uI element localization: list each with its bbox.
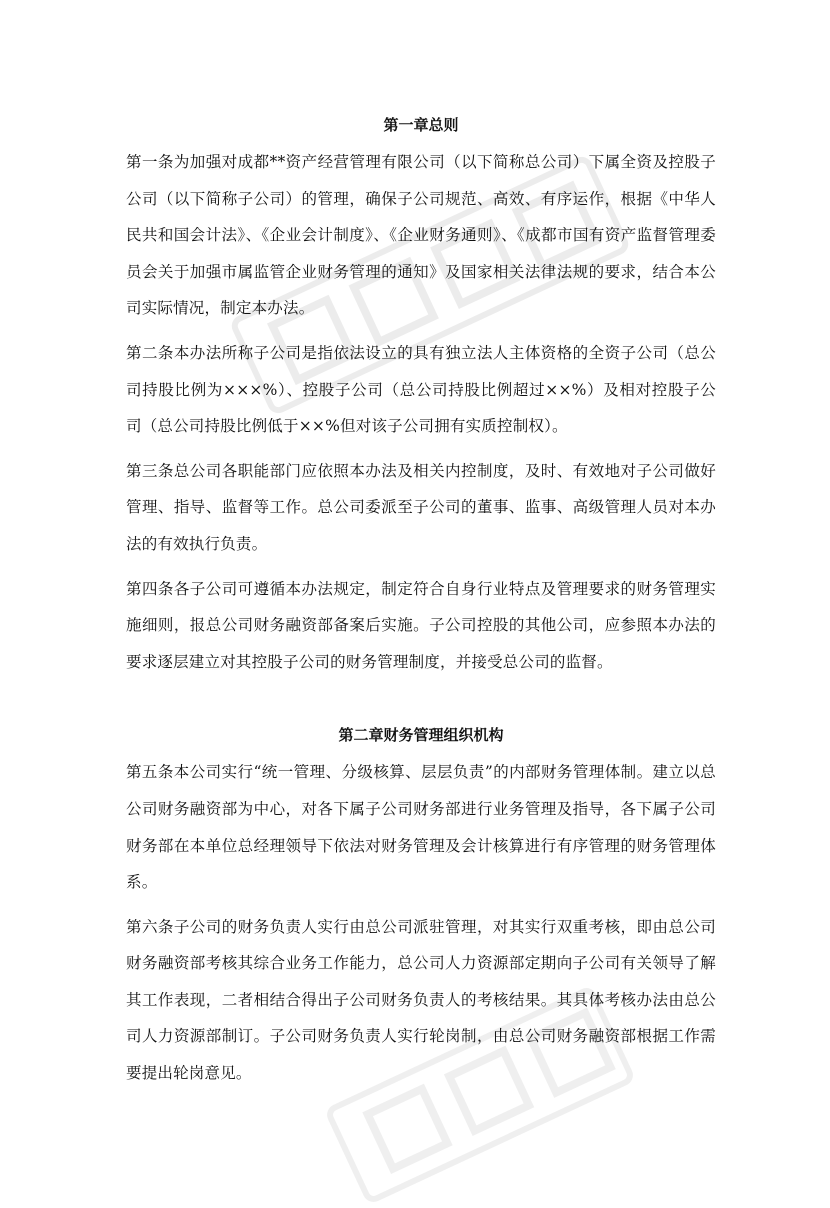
chapter-title: 第二章财务管理组织机构	[338, 726, 504, 745]
chapter-spacer	[126, 680, 716, 722]
article-5: 第五条本公司实行“统一管理、分级核算、层层负责”的内部财务管理体制。建立以总公司财务融资部为中心，对各下属子公司财务部进行业务管理及指导，各下属子公司财务部在本单位总经理领导下依法对财务管理及会计核算进行有序管理的财务管理体系。	[126, 763, 716, 892]
article-3: 第三条总公司各职能部门应依照本办法及相关内控制度，及时、有效地对子公司做好管理、指导、监督等工作。总公司委派至子公司的董事、监事、高级管理人员对本办法的有效执行负责。	[126, 461, 716, 553]
chapter-title: 第一章总则	[383, 116, 459, 134]
chapter-1	[126, 112, 716, 680]
chapter-2	[126, 722, 716, 1091]
article-2: 第二条本办法所称子公司是指依法设立的具有独立法人主体资格的全资子公司（总公司持股比例为×××%）、控股子公司（总公司持股比例超过××%）及相对控股子公司（总公司持股比例低于××%但对该子公司拥有实质控制权）。	[126, 343, 716, 436]
document-body	[126, 112, 716, 1092]
article-6: 第六条子公司的财务负责人实行由总公司派驻管理，对其实行双重考核，即由总公司财务融资部考核其综合业务工作能力，总公司人力资源部定期向子公司有关领导了解其工作表现，二者相结合得出子公司财务负责人的考核结果。其具体考核办法由总公司人力资源部制订。子公司财务负责人实行轮岗制，由总公司财务融资部根据工作需要提出轮岗意见。	[126, 917, 716, 1083]
article-4: 第四条各子公司可遵循本办法规定，制定符合自身行业特点及管理要求的财务管理实施细则，报总公司财务融资部备案后实施。子公司控股的其他公司，应参照本办法的要求逐层建立对其控股子公司的财务管理制度，并接受总公司的监督。	[126, 579, 716, 671]
article-1: 第一条为加强对成都**资产经营管理有限公司（以下简称总公司）下属全资及控股子公司（以下简称子公司）的管理，确保子公司规范、高效、有序运作，根据《中华人民共和国会计法》、《企业会计制度》、《企业财务通则》、《成都市国有资产监督管理委员会关于加强市属监管企业财务管理的通知》及国家相关法律法规的要求，结合本公司实际情况，制定本办法。	[126, 153, 716, 318]
